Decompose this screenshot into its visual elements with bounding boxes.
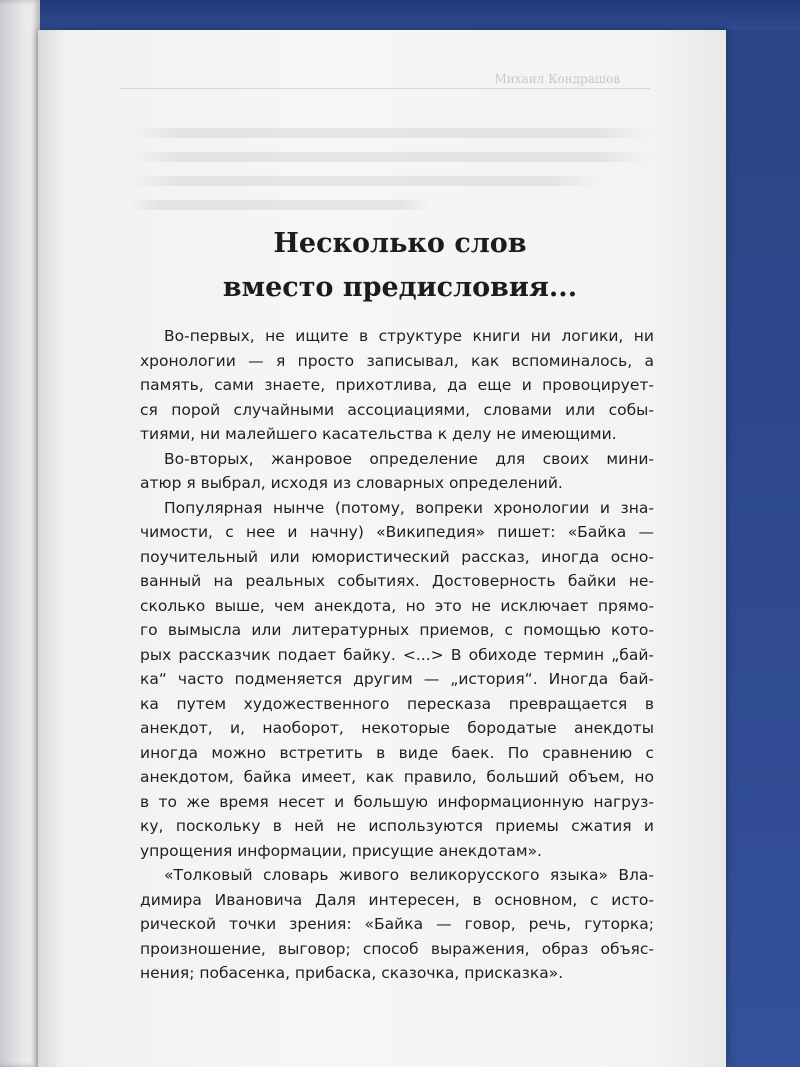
text-line: анекдотом, байка имеет, как правило, больший объем, но — [140, 768, 654, 786]
text-line: рых рассказчик подает байку. <...> В обиходе термин „бай- — [140, 645, 654, 664]
text-line: нения; побасенка, прибаска, сказочка, присказка». — [140, 964, 564, 982]
show-through-line — [130, 176, 600, 186]
text-line: память, сами знаете, прихотлива, да еще и провоцирует- — [140, 376, 654, 394]
text-line: рической точки зрения: «Байка — говор, речь, гуторка; — [140, 915, 654, 933]
text-line: чимости, с нее и начну) «Википедия» пишет: «Байка — — [140, 523, 654, 541]
text-line: ванный на реальных событиях. Достоверность байки не- — [140, 572, 654, 590]
text-line: в то же время несет и большую информационную нагруз- — [140, 792, 654, 811]
backdrop — [0, 0, 800, 30]
text-line: произношение, выговор; способ выражения, образ объяс- — [140, 939, 654, 958]
show-through-line — [130, 152, 650, 162]
text-line: иногда можно встретить в виде баек. По сравнению с — [140, 743, 654, 762]
text-line: Во-первых, не ищите в структуре книги ни логики, ни — [164, 327, 654, 345]
text-line: сколько выше, чем анекдота, но это не исключает прямо- — [140, 596, 654, 615]
show-through-line — [130, 200, 430, 210]
text-line: ка“ часто подменяется другим — „история“. Иногда бай- — [140, 670, 654, 688]
text-line: Популярная нынче (потому, вопреки хронологии и зна- — [164, 498, 654, 517]
text-line: хронологии — я просто записывал, как вспоминалось, а — [140, 351, 654, 370]
chapter-title-line-1: Несколько слов — [273, 228, 527, 259]
text-line: Во-вторых, жанровое определение для своих мини- — [164, 449, 654, 468]
chapter-title-line-2: вместо предисловия... — [222, 272, 578, 303]
text-line: атюр я выбрал, исходя из словарных определений. — [140, 474, 563, 492]
header-rule — [120, 88, 650, 89]
text-line: ку, поскольку в ней не используются приемы сжатия и — [140, 817, 654, 835]
text-line: анекдот, и, наоборот, некоторые бородатые анекдоты — [140, 719, 654, 737]
show-through-line — [130, 128, 650, 138]
text-line: упрощения информации, присущие анекдотам». — [140, 841, 542, 860]
text-line: ся порой случайными ассоциациями, словами или собы- — [140, 400, 654, 419]
left-page-edge — [0, 0, 40, 1067]
text-line: «Толковый словарь живого великорусского языка» Вла- — [164, 866, 654, 884]
text-line: поучительный или юмористический рассказ, иногда осно- — [140, 547, 654, 566]
text-line: димира Ивановича Даля интересен, в основном, с исто- — [140, 890, 654, 909]
text-line: ка путем художественного пересказа превращается в — [140, 694, 654, 713]
text-line: тиями, ни малейшего касательства к делу не имеющими. — [140, 425, 617, 443]
text-line: го вымысла или литературных приемов, с помощью кото- — [140, 621, 654, 639]
body-text — [140, 324, 654, 986]
chapter-title — [150, 222, 650, 310]
running-head: Михаил Кондрашов — [494, 72, 620, 86]
backdrop-right — [726, 30, 800, 1067]
